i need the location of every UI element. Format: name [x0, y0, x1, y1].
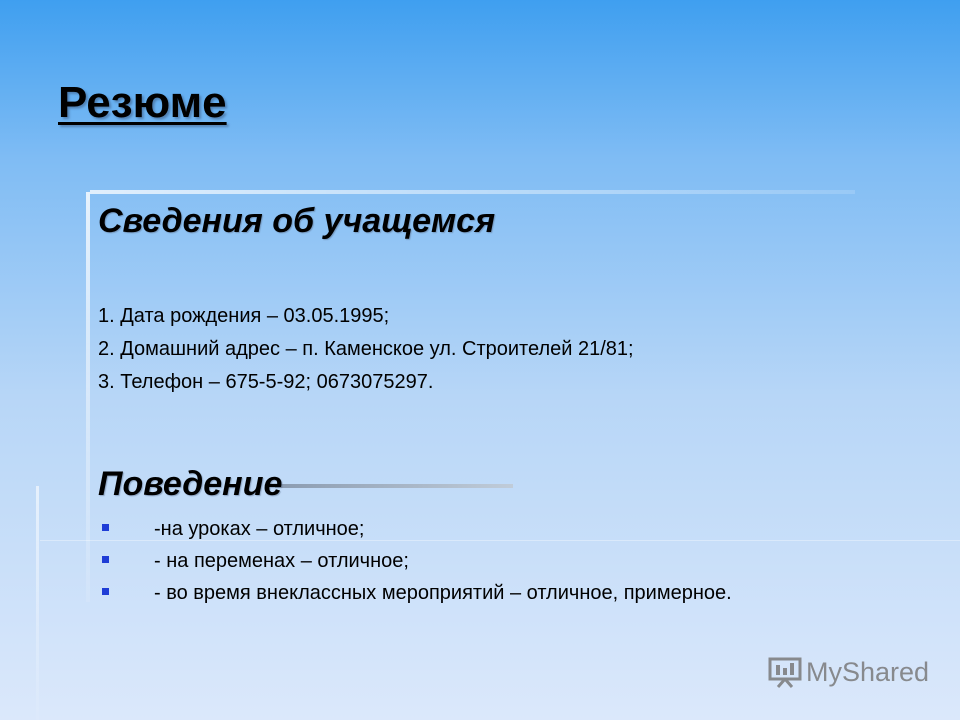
behavior-item-text: - во время внеклассных мероприятий – отличное, примерное.	[154, 582, 732, 604]
decorative-heading-underline	[275, 484, 513, 488]
behavior-item	[98, 513, 732, 545]
decorative-top-line	[90, 190, 855, 194]
info-item-birthdate: 1. Дата рождения – 03.05.1995;	[98, 305, 390, 327]
behavior-item-text: - на переменах – отличное;	[154, 550, 409, 572]
info-item-phone: 3. Телефон – 675-5-92; 0673075297.	[98, 371, 434, 393]
info-item-address: 2. Домашний адрес – п. Каменское ул. Строителей 21/81;	[98, 338, 634, 360]
student-info-list	[98, 300, 634, 399]
slide-title: Резюме	[58, 78, 227, 127]
behavior-item	[98, 577, 732, 609]
square-bullet-icon	[102, 524, 109, 531]
section-heading-behavior: Поведение	[98, 465, 283, 503]
watermark	[768, 656, 929, 688]
behavior-item	[98, 545, 732, 577]
decorative-lower-left-line	[36, 486, 39, 720]
square-bullet-icon	[102, 588, 109, 595]
presentation-board-icon	[768, 656, 802, 688]
square-bullet-icon	[102, 556, 109, 563]
watermark-text: MyShared	[806, 656, 930, 687]
behavior-list	[98, 513, 732, 609]
section-heading-info: Сведения об учащемся	[98, 202, 496, 240]
behavior-item-text: -на уроках – отличное;	[154, 518, 365, 540]
